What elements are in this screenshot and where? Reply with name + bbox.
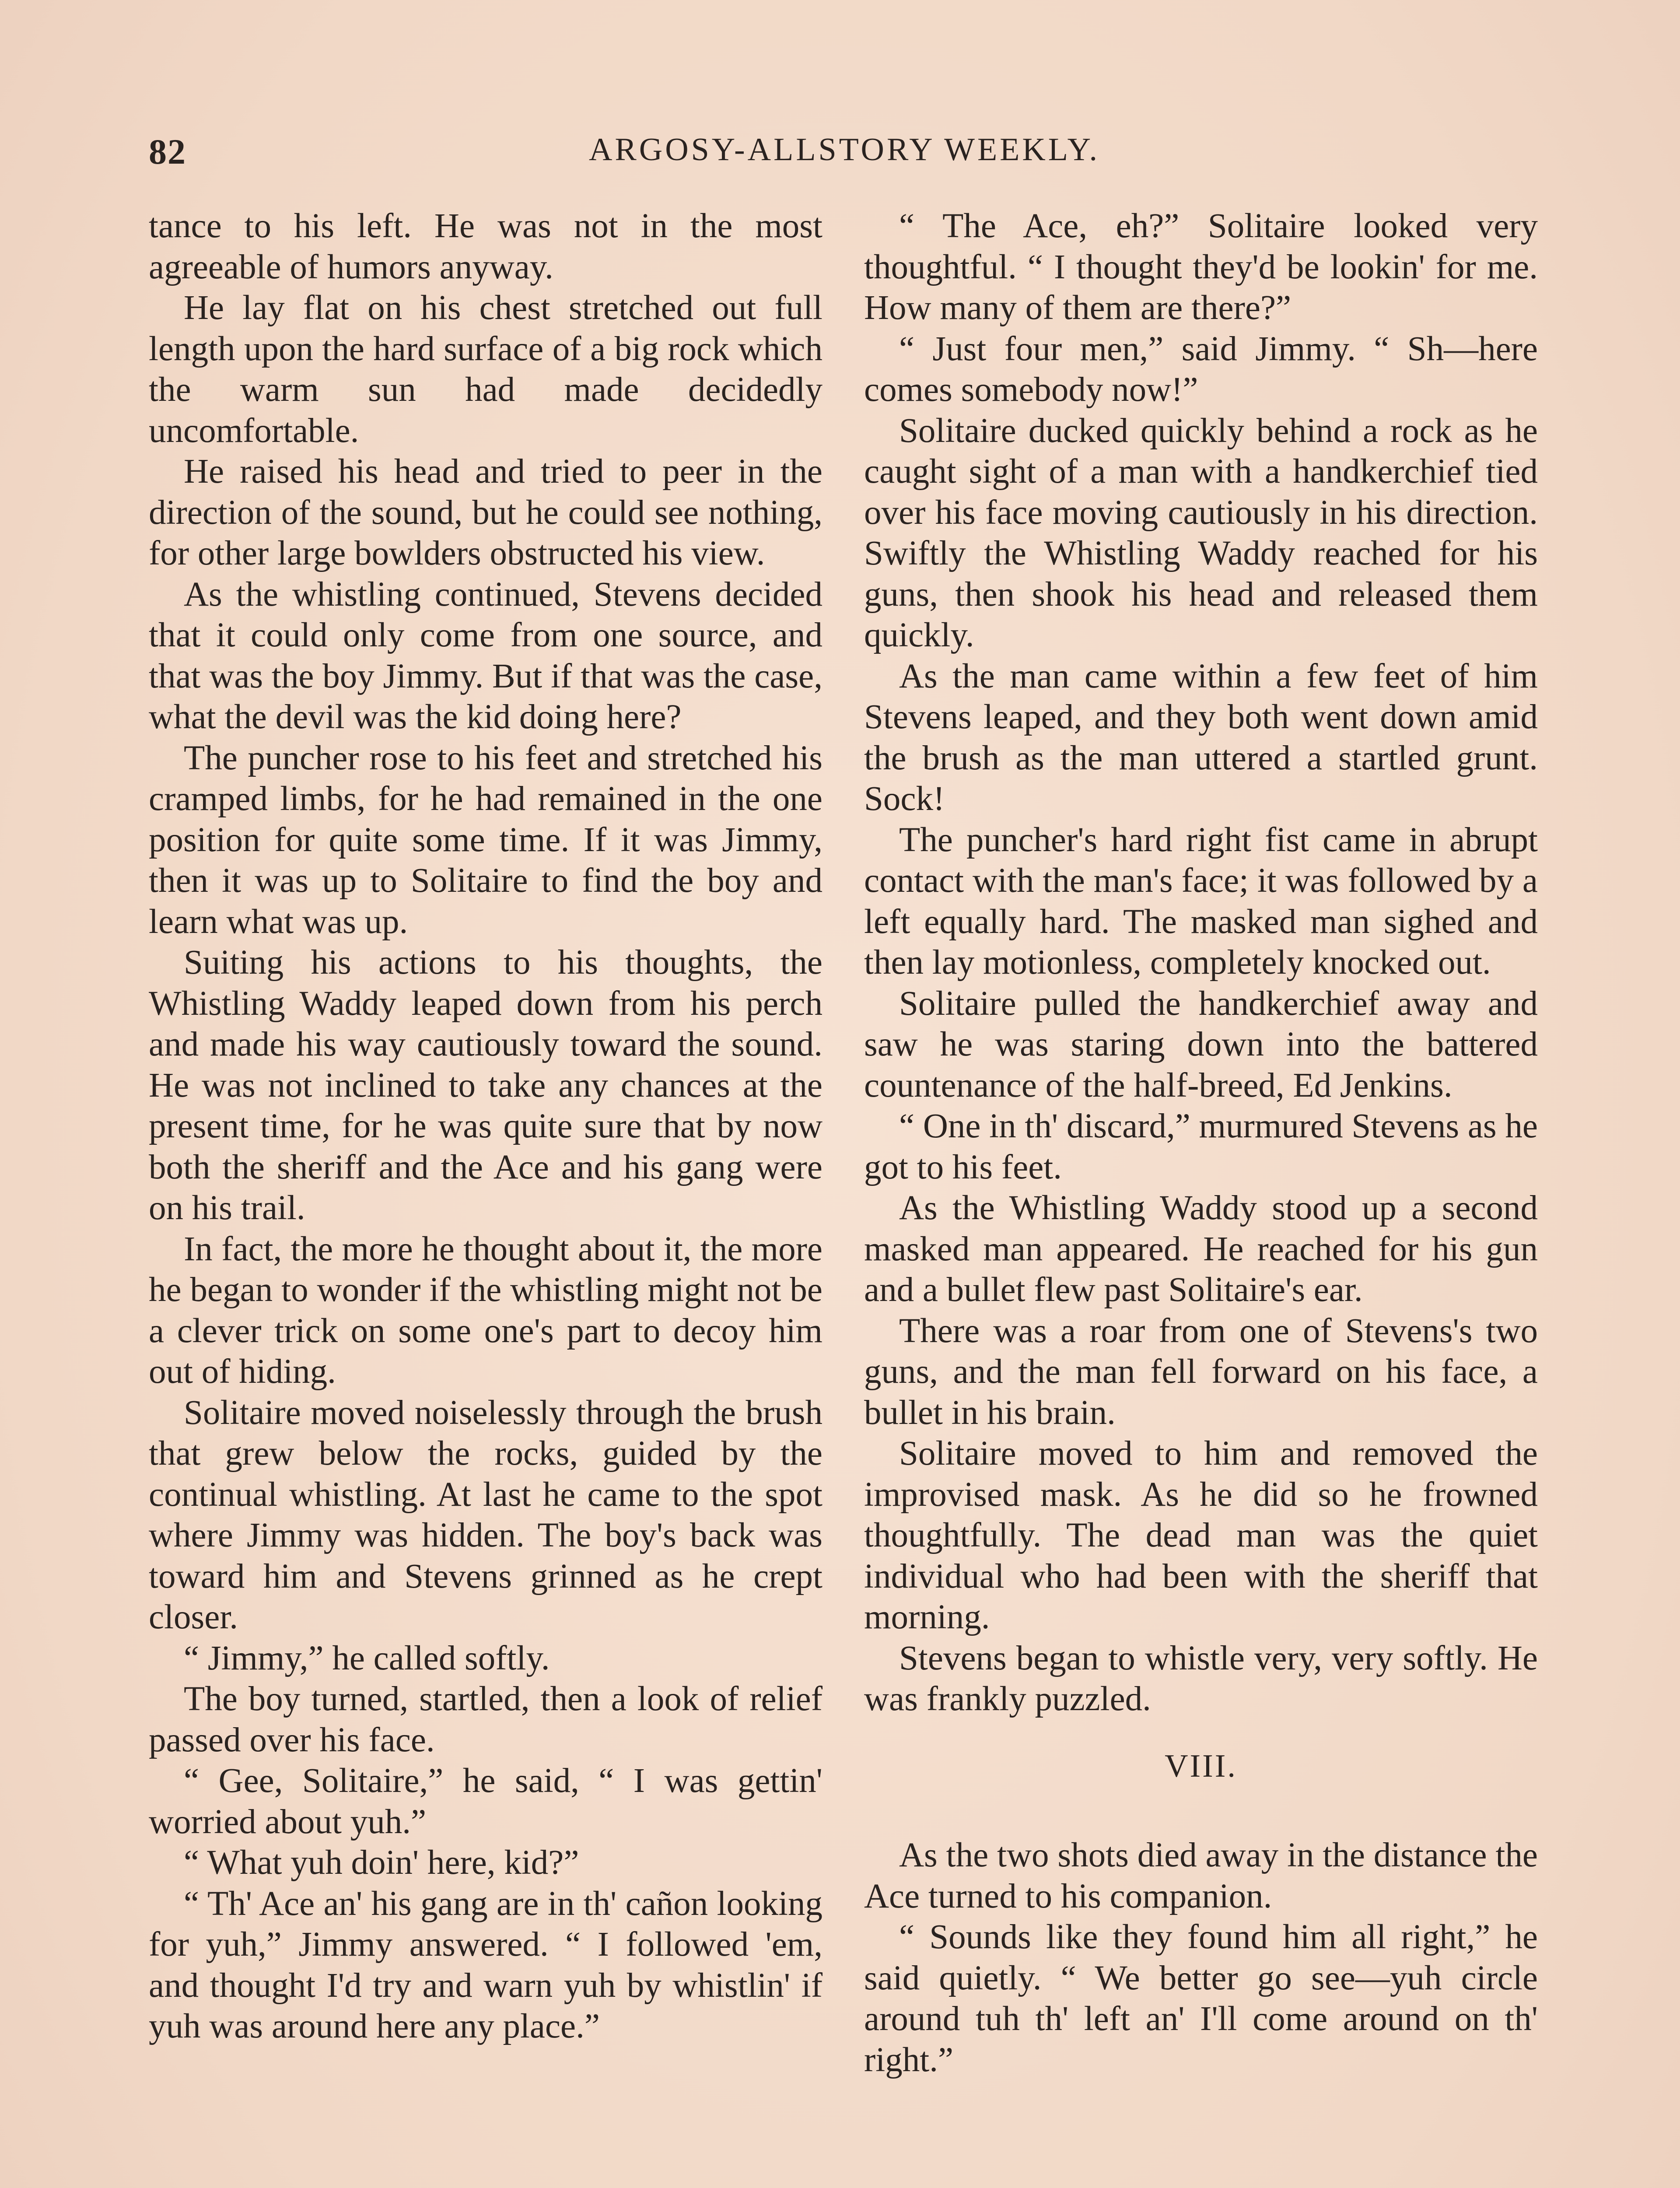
paragraph: “ Th' Ace an' his gang are in th' cañon looking for yuh,” Jimmy answered. “ I followed 'em, and thought I'd try and warn yuh by whistlin' if yuh was around here any place.”: [149, 1884, 822, 2045]
paragraph: Solitaire moved noiselessly through the brush that grew below the rocks, guided by the continual whistling. At last he came to the spot where Jimmy was hidden. The boy's back was toward him and Stevens grinned as he crept closer.: [149, 1393, 822, 1636]
paragraph: He lay flat on his chest stretched out full length upon the hard surface of a big rock which the warm sun had made decidedly uncomfortable.: [149, 289, 822, 450]
paragraph: Solitaire ducked quickly behind a rock as he caught sight of a man with a handkerchief tied over his face moving cautiously in his direction. Swiftly the Whistling Waddy reached for his guns, then shook his head and released them quickly.: [864, 411, 1538, 654]
paragraph: “ Sounds like they found him all right,” he said quietly. “ We better go see—yuh circle around tuh th' left an' I'll come around on th' right.”: [864, 1918, 1538, 2079]
chapter-heading: VIII.: [1165, 1748, 1237, 1784]
paragraph: “ One in th' discard,” murmured Stevens as he got to his feet.: [864, 1107, 1538, 1186]
paragraph: He raised his head and tried to peer in the direction of the sound, but he could see nothing, for other large bowlders obstructed his view.: [149, 452, 822, 572]
paragraph: As the man came within a few feet of him Stevens leaped, and they both went down amid the brush as the man uttered a startled grunt. Sock!: [864, 657, 1538, 818]
paragraph: “ Gee, Solitaire,” he said, “ I was gettin' worried about yuh.”: [149, 1762, 822, 1841]
paragraph: Solitaire moved to him and removed the improvised mask. As he did so he frowned thoughtfully. The dead man was the quiet individual who had been with the sheriff that morning.: [864, 1434, 1538, 1636]
paragraph: The boy turned, startled, then a look of relief passed over his face.: [149, 1680, 822, 1759]
paragraph: In fact, the more he thought about it, the more he began to wonder if the whistling might not be a clever trick on some one's part to decoy him out of hiding.: [149, 1230, 822, 1391]
right-column: [864, 206, 1538, 2080]
paragraph: As the whistling continued, Stevens decided that it could only come from one source, and that was the boy Jimmy. But if that was the case, what the devil was the kid doing here?: [149, 575, 822, 736]
paragraph: There was a roar from one of Stevens's two guns, and the man fell forward on his face, a bullet in his brain.: [864, 1311, 1538, 1432]
left-column: [149, 206, 822, 2047]
paragraph: The puncher rose to his feet and stretched his cramped limbs, for he had remained in the one position for quite some time. If it was Jimmy, then it was up to Solitaire to find the boy and learn what was up.: [149, 739, 822, 941]
page-number: 82: [149, 132, 186, 172]
paragraph: As the Whistling Waddy stood up a second masked man appeared. He reached for his gun and a bullet flew past Solitaire's ear.: [864, 1189, 1538, 1309]
page-header: [149, 131, 1540, 179]
paragraph: Solitaire pulled the handkerchief away and saw he was staring down into the battered countenance of the half-breed, Ed Jenkins.: [864, 984, 1538, 1105]
paragraph: “ Just four men,” said Jimmy. “ Sh—here comes somebody now!”: [864, 330, 1538, 409]
paragraph: tance to his left. He was not in the most agreeable of humors anyway.: [149, 207, 822, 286]
paragraph: Suiting his actions to his thoughts, the Whistling Waddy leaped down from his perch and made his way cautiously toward the sound. He was not inclined to take any chances at the present time, for he was quite sure that by now both the sheriff and the Ace and his gang were on his trail.: [149, 943, 822, 1227]
paragraph: As the two shots died away in the distance the Ace turned to his companion.: [864, 1836, 1538, 1915]
paragraph: “ Jimmy,” he called softly.: [184, 1639, 550, 1677]
paragraph: Stevens began to whistle very, very softly. He was frankly puzzled.: [864, 1639, 1538, 1718]
paragraph: “ What yuh doin' here, kid?”: [184, 1844, 579, 1882]
paragraph: The puncher's hard right fist came in abrupt contact with the man's face; it was followed by a left equally hard. The masked man sighed and then lay motionless, completely knocked out.: [864, 820, 1538, 982]
paragraph: “ The Ace, eh?” Solitaire looked very thoughtful. “ I thought they'd be lookin' for me. How many of them are there?”: [864, 207, 1538, 327]
running-title: ARGOSY-ALLSTORY WEEKLY.: [588, 132, 1100, 168]
